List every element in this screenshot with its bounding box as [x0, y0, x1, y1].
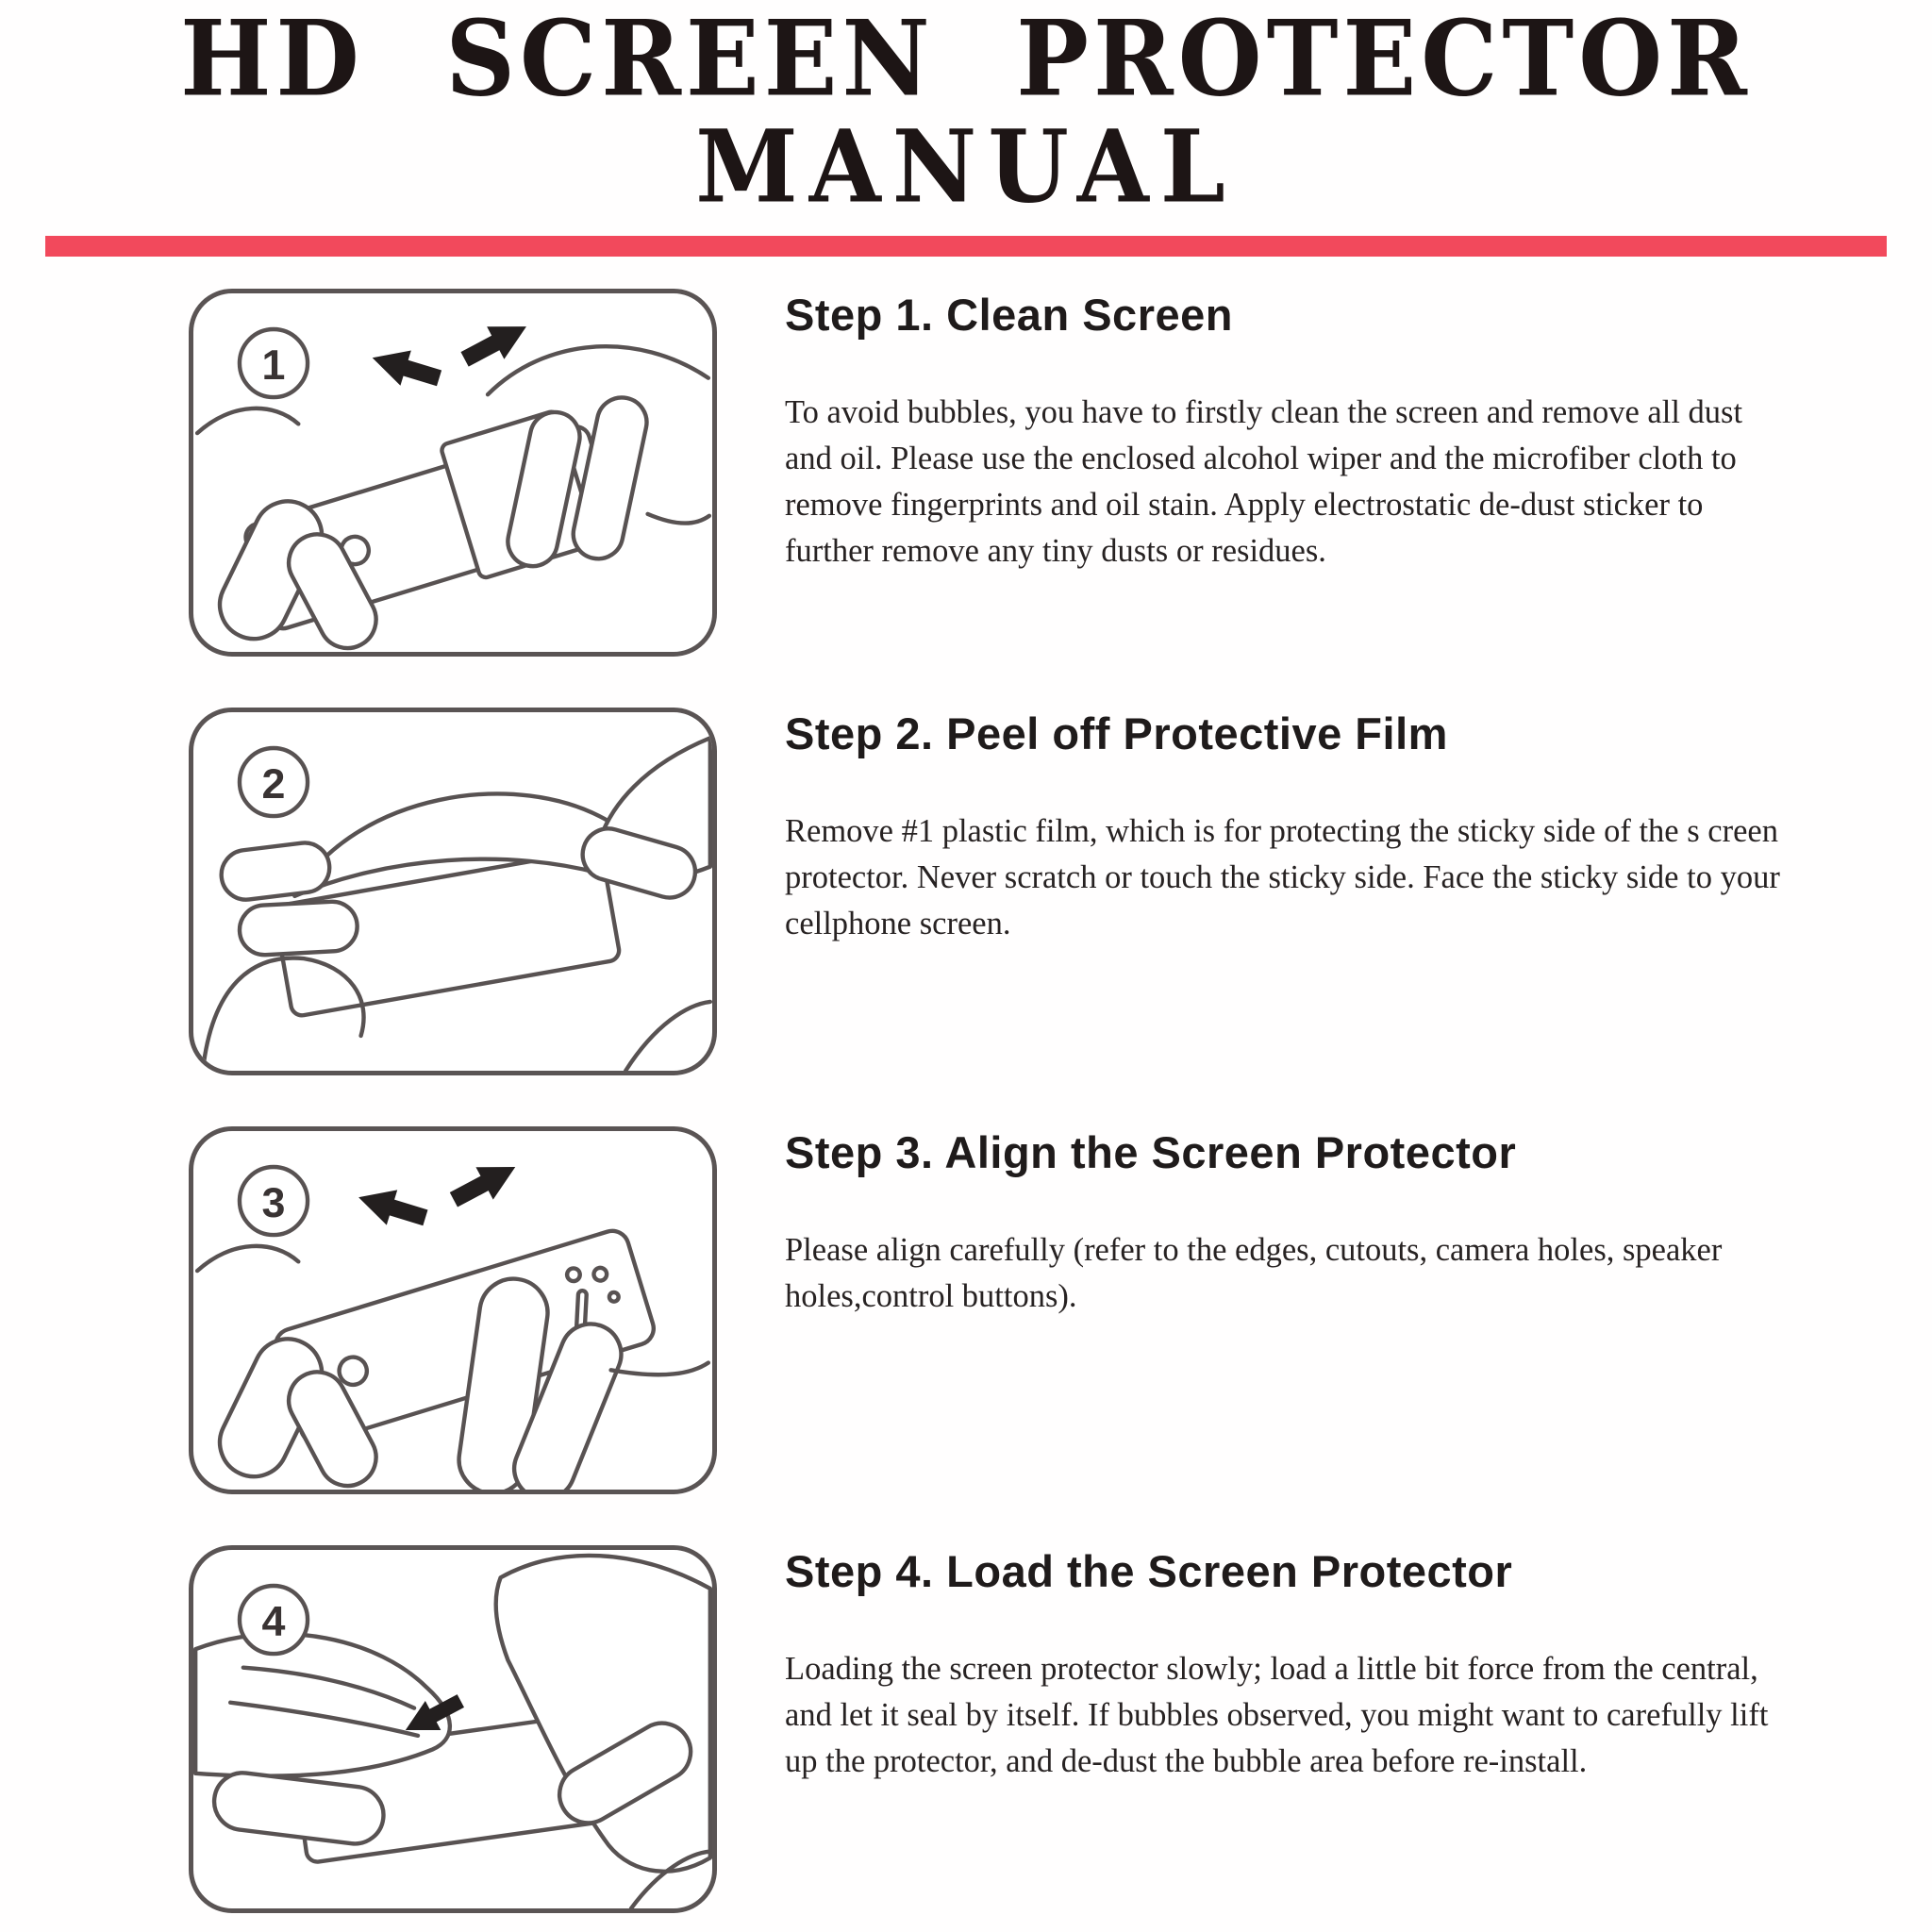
step-2-figure [189, 708, 717, 1075]
step-1-text [785, 289, 1792, 575]
figure-number-badge [240, 748, 308, 816]
figure-number-label: 3 [261, 1178, 286, 1226]
figure-number-badge [240, 329, 308, 397]
arrow-left-icon [367, 341, 444, 396]
figure-number-badge [240, 1167, 308, 1235]
step-2-illustration [193, 712, 712, 1071]
arrow-right-icon [445, 1151, 525, 1216]
figure-number-label: 1 [261, 341, 286, 389]
step-4-illustration [193, 1550, 712, 1908]
step-4-body: Loading the screen protector slowly; load a little bit force from the central, and let it seal by itself. If bubbles observed, you might want to carefully lift up the protector, and de-dust the bubble area before re-install. [785, 1650, 1769, 1779]
step-1-illustration [193, 293, 712, 652]
arrow-left-icon [353, 1180, 430, 1236]
page-title-line1: HD SCREEN PROTECTOR [180, 0, 1752, 121]
step-3-text [785, 1126, 1792, 1320]
step-1-heading: Step 1. Clean Screen [785, 289, 1233, 340]
step-1-section [189, 289, 1932, 657]
title-divider [45, 236, 1887, 257]
step-4-figure [189, 1545, 717, 1913]
step-3-illustration [193, 1131, 712, 1490]
step-2-heading: Step 2. Peel off Protective Film [785, 708, 1448, 758]
steps-container [0, 289, 1932, 1913]
page-header [0, 0, 1932, 226]
step-3-body: Please align carefully (refer to the edges, cutouts, camera holes, speaker holes,control buttons). [785, 1231, 1723, 1314]
step-2-section [189, 708, 1932, 1075]
step-2-text [785, 708, 1792, 947]
step-1-figure [189, 289, 717, 657]
page-title-line2: MANUAL [695, 108, 1237, 226]
step-4-text [785, 1545, 1792, 1785]
figure-number-label: 4 [261, 1597, 286, 1645]
step-3-figure [189, 1126, 717, 1494]
step-4-section [189, 1545, 1932, 1913]
step-1-body: To avoid bubbles, you have to firstly clean the screen and remove all dust and oil. Please use the enclosed alcohol wiper and the microfiber cloth to remove fingerprints and oil stain. Apply electrostatic de-dust sticker to further remove any tiny dusts or residues. [785, 393, 1743, 569]
step-4-heading: Step 4. Load the Screen Protector [785, 1545, 1513, 1596]
step-3-heading: Step 3. Align the Screen Protector [785, 1126, 1517, 1177]
step-3-section [189, 1126, 1932, 1494]
figure-number-badge [240, 1586, 308, 1654]
step-2-body: Remove #1 plastic film, which is for protecting the sticky side of the s creen protector. Never scratch or touch the sticky side. Face the sticky side to your cellphone screen. [785, 812, 1780, 941]
figure-number-label: 2 [261, 759, 286, 808]
